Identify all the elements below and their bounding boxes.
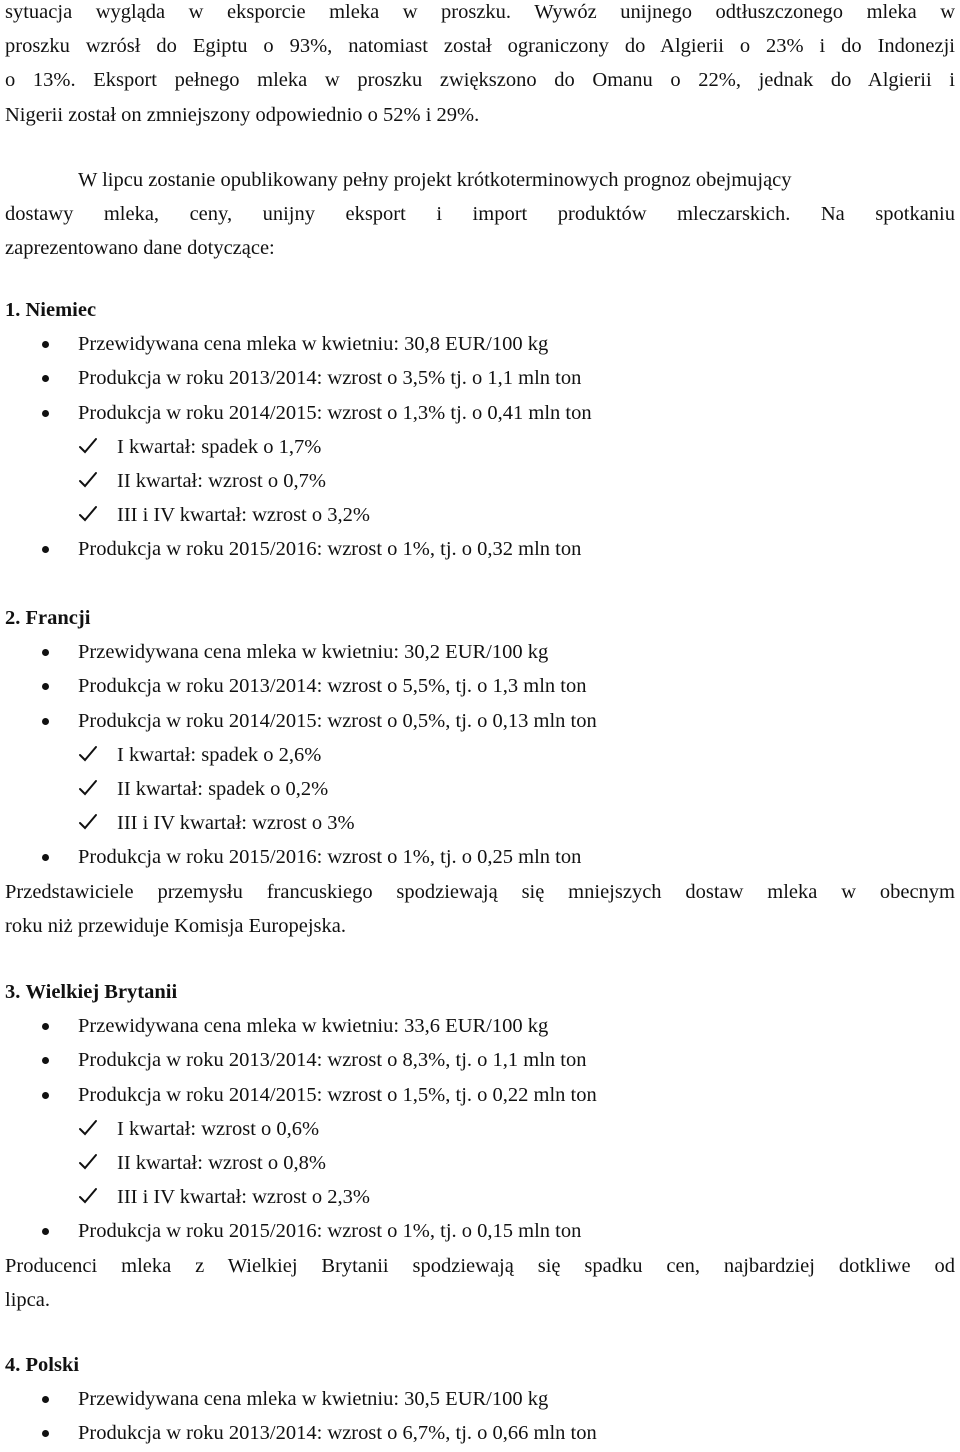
paragraph-text-line: W lipcu zostanie opublikowany pełny projekt krótkoterminowych prognoz obejmujący <box>78 168 792 191</box>
bullet-item: Przewidywana cena mleka w kwietniu: 30,2 EUR/100 kg <box>78 641 549 664</box>
note-text-line: roku niż przewiduje Komisja Europejska. <box>5 914 347 937</box>
checkmark-icon <box>78 1186 98 1206</box>
checkmark-icon <box>78 778 98 798</box>
section-title: Wielkiej Brytanii <box>25 981 178 1003</box>
bullet-dot-icon <box>42 1430 49 1437</box>
bullet-dot-icon <box>42 1023 49 1030</box>
bullet-dot-icon <box>42 683 49 690</box>
bullet-dot-icon <box>42 375 49 382</box>
checkmark-icon <box>78 1152 98 1172</box>
bullet-item: Produkcja w roku 2015/2016: wzrost o 1%, tj. o 0,25 mln ton <box>78 846 582 869</box>
bullet-item: Przewidywana cena mleka w kwietniu: 30,8 EUR/100 kg <box>78 333 549 356</box>
check-item: III i IV kwartał: wzrost o 3,2% <box>117 504 370 527</box>
check-item: I kwartał: spadek o 2,6% <box>117 743 322 766</box>
bullet-dot-icon <box>42 341 49 348</box>
bullet-item: Produkcja w roku 2014/2015: wzrost o 1,5%, tj. o 0,22 mln ton <box>78 1083 597 1106</box>
section-title: Polski <box>25 1354 80 1376</box>
bullet-dot-icon <box>42 718 49 725</box>
section-number: 2. <box>5 607 21 629</box>
check-item: I kwartał: wzrost o 0,6% <box>117 1117 320 1140</box>
section-heading <box>5 1353 79 1377</box>
paragraph-text-line: dostawy mleka, ceny, unijny eksport i import produktów mleczarskich. Na spotkaniu <box>5 203 955 225</box>
checkmark-icon <box>78 470 98 490</box>
note-text-line: Przedstawiciele przemysłu francuskiego spodziewają się mniejszych dostaw mleka w obecnym <box>5 880 955 903</box>
checkmark-icon <box>78 744 98 764</box>
bullet-item: Produkcja w roku 2013/2014: wzrost o 3,5% tj. o 1,1 mln ton <box>78 367 582 390</box>
bullet-item: Przewidywana cena mleka w kwietniu: 33,6 EUR/100 kg <box>78 1015 549 1038</box>
bullet-item: Produkcja w roku 2015/2016: wzrost o 1%, tj. o 0,32 mln ton <box>78 538 582 561</box>
bullet-dot-icon <box>42 1057 49 1064</box>
section-heading <box>5 298 96 322</box>
intro-text-line: proszku wzrósł do Egiptu o 93%, natomiast został ograniczony do Algierii o 23% i do Indonezji <box>5 35 955 58</box>
bullet-item: Produkcja w roku 2015/2016: wzrost o 1%, tj. o 0,15 mln ton <box>78 1220 582 1243</box>
bullet-dot-icon <box>42 1396 49 1403</box>
bullet-item: Produkcja w roku 2014/2015: wzrost o 0,5%, tj. o 0,13 mln ton <box>78 709 597 732</box>
paragraph-text-line: zaprezentowano dane dotyczące: <box>5 237 275 260</box>
intro-text-line: sytuacja wygląda w eksporcie mleka w proszku. Wywóz unijnego odtłuszczonego mleka w <box>5 1 955 23</box>
checkmark-icon <box>78 812 98 832</box>
bullet-dot-icon <box>42 854 49 861</box>
checkmark-icon <box>78 504 98 524</box>
section-number: 3. <box>5 981 21 1003</box>
bullet-item: Produkcja w roku 2013/2014: wzrost o 5,5%, tj. o 1,3 mln ton <box>78 675 587 698</box>
checkmark-icon <box>78 436 98 456</box>
note-text-line: lipca. <box>5 1288 50 1311</box>
check-item: III i IV kwartał: wzrost o 2,3% <box>117 1186 370 1209</box>
intro-text-line: o 13%. Eksport pełnego mleka w proszku zwiększono do Omanu o 22%, jednak do Algierii i <box>5 69 955 92</box>
section-title: Francji <box>25 607 91 629</box>
intro-text-line: Nigerii został on zmniejszony odpowiednio o 52% i 29%. <box>5 103 480 126</box>
check-item: II kwartał: wzrost o 0,7% <box>117 470 326 492</box>
bullet-dot-icon <box>42 410 49 417</box>
bullet-item: Produkcja w roku 2014/2015: wzrost o 1,3% tj. o 0,41 mln ton <box>78 401 592 424</box>
section-number: 1. <box>5 299 21 321</box>
note-text-line: Producenci mleka z Wielkiej Brytanii spodziewają się spadku cen, najbardziej dotkliwe od <box>5 1254 955 1277</box>
bullet-item: Produkcja w roku 2013/2014: wzrost o 8,3%, tj. o 1,1 mln ton <box>78 1049 587 1072</box>
check-item: I kwartał: spadek o 1,7% <box>117 435 322 458</box>
checkmark-icon <box>78 1118 98 1138</box>
section-heading <box>5 980 177 1004</box>
bullet-item: Przewidywana cena mleka w kwietniu: 30,5 EUR/100 kg <box>78 1388 549 1411</box>
section-heading <box>5 606 90 630</box>
bullet-dot-icon <box>42 649 49 656</box>
section-title: Niemiec <box>25 299 97 321</box>
bullet-dot-icon <box>42 1228 49 1235</box>
check-item: II kwartał: wzrost o 0,8% <box>117 1152 326 1174</box>
bullet-dot-icon <box>42 1092 49 1099</box>
bullet-item: Produkcja w roku 2013/2014: wzrost o 6,7%, tj. o 0,66 mln ton <box>78 1422 597 1445</box>
bullet-dot-icon <box>42 546 49 553</box>
section-number: 4. <box>5 1354 21 1376</box>
check-item: III i IV kwartał: wzrost o 3% <box>117 812 355 835</box>
check-item: II kwartał: spadek o 0,2% <box>117 778 329 800</box>
